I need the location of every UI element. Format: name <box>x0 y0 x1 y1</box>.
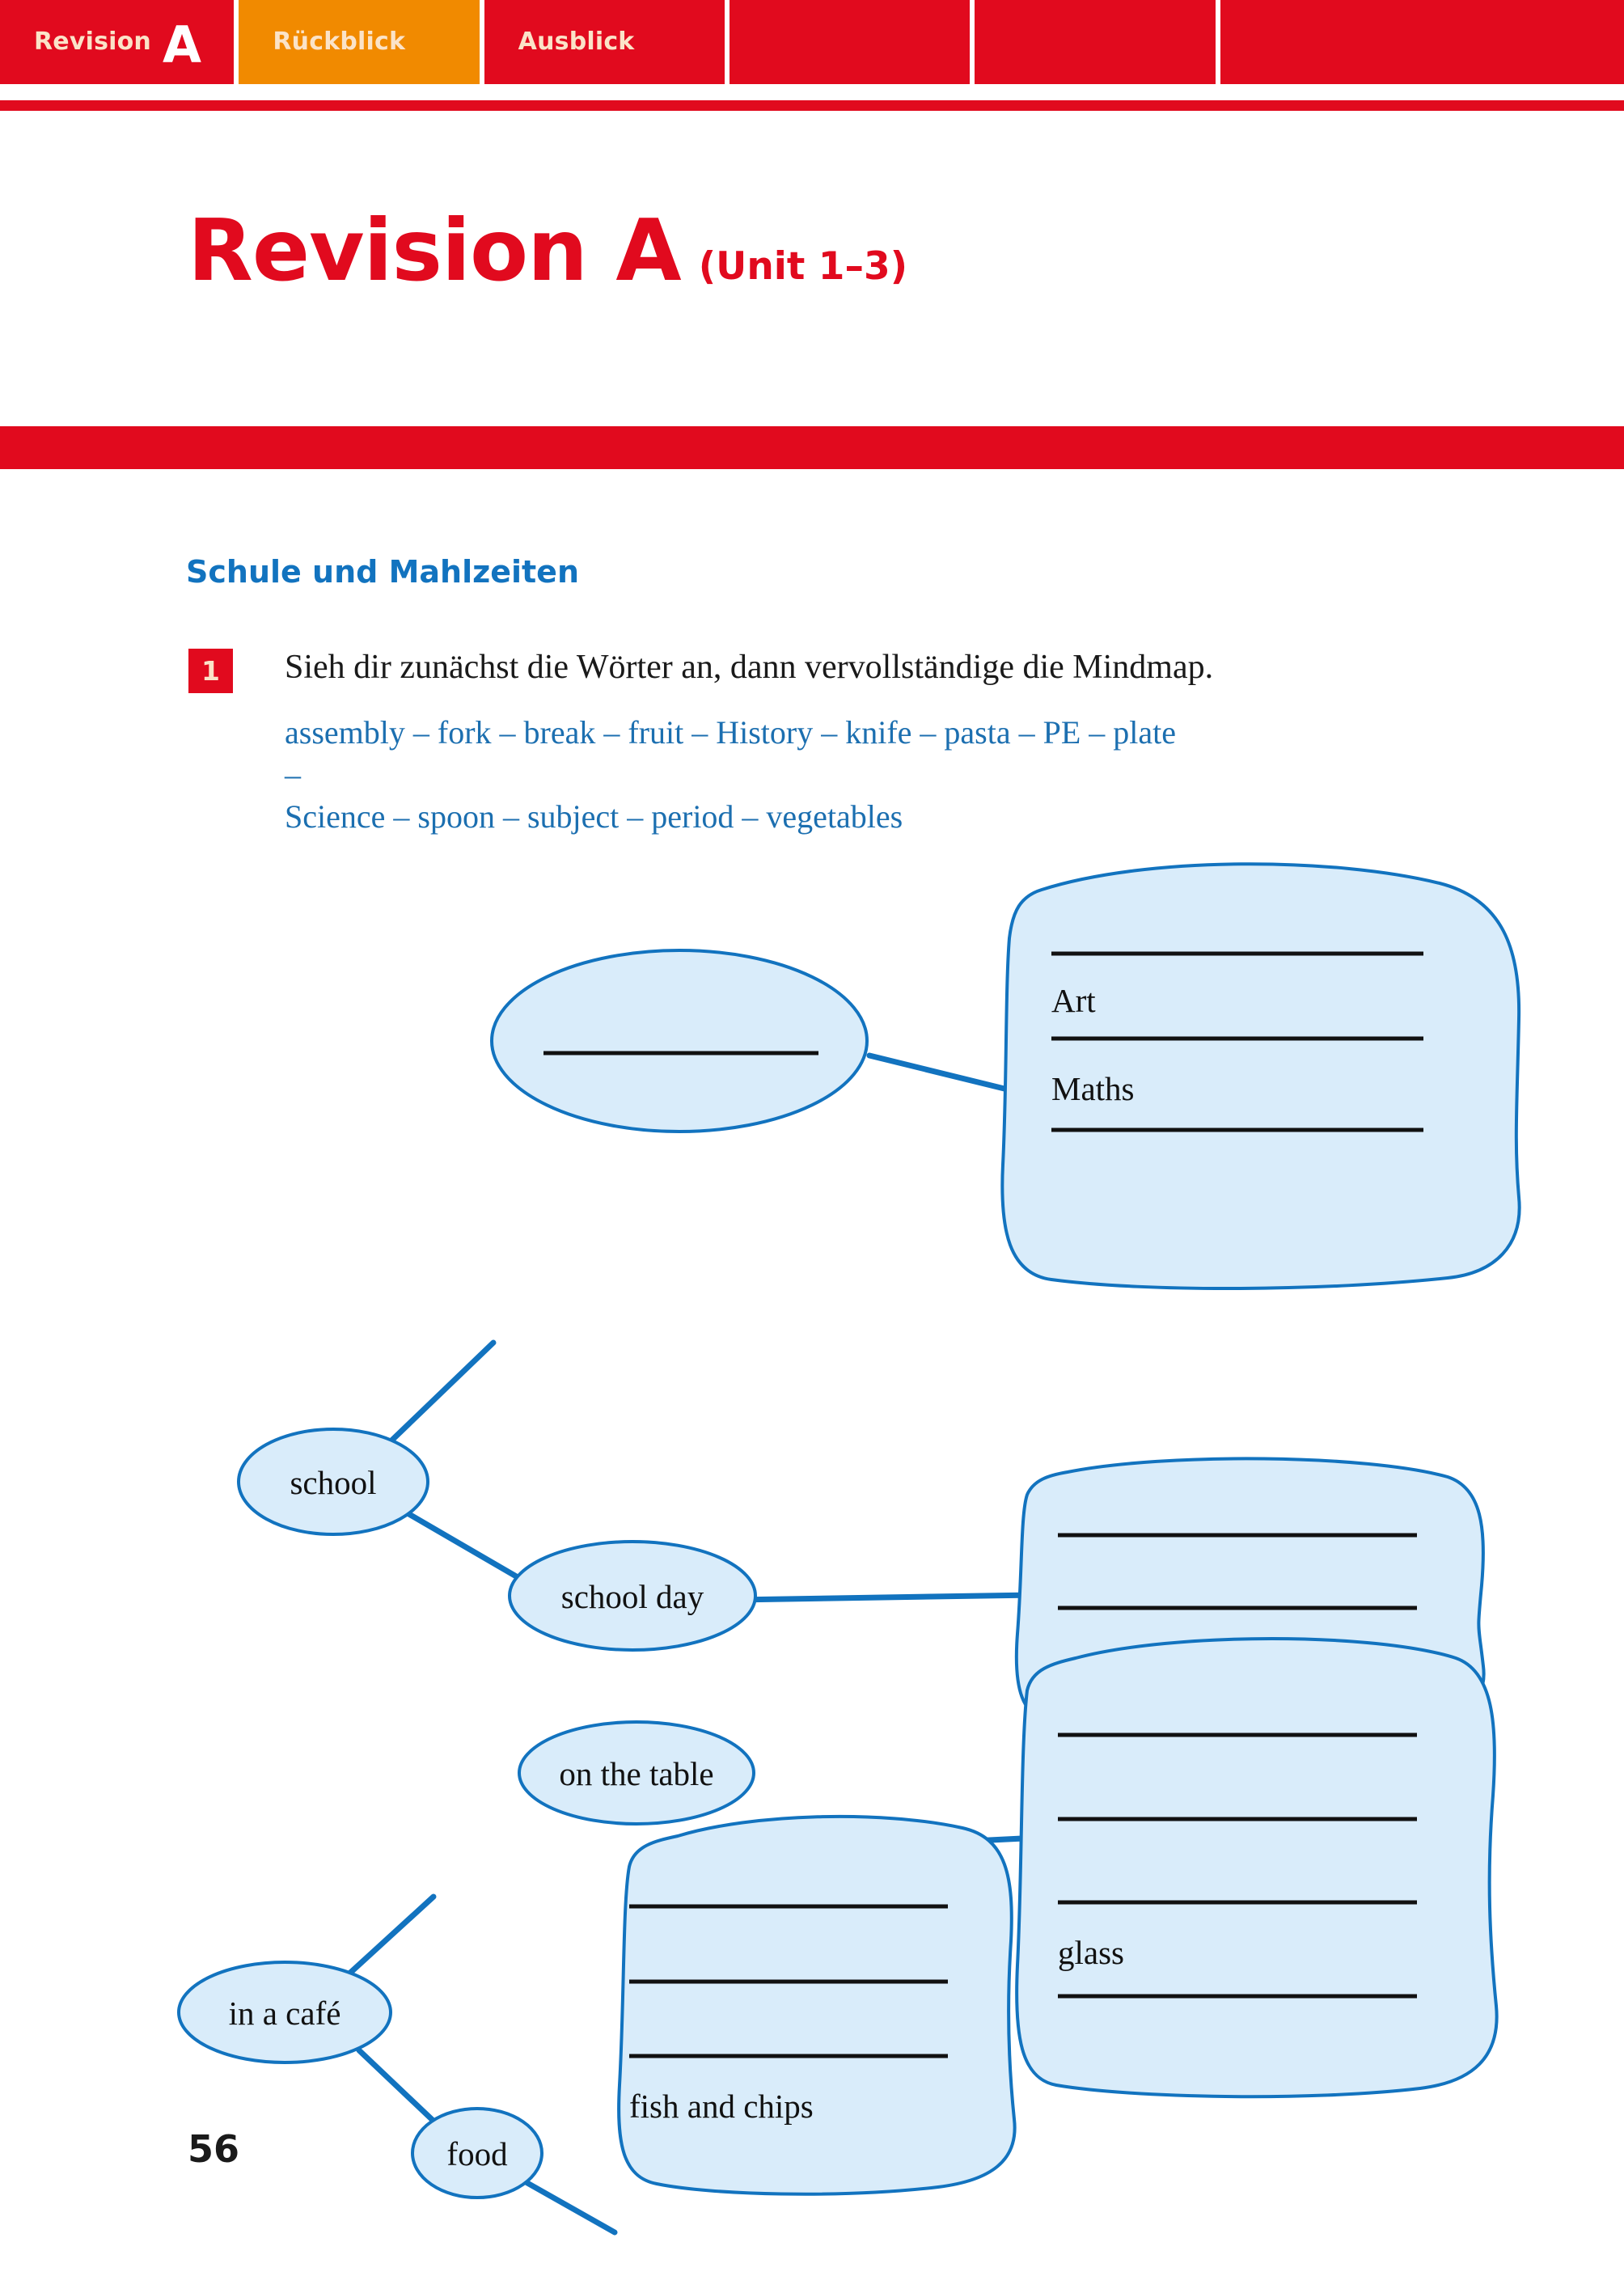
node-in-a-cafe[interactable] <box>179 1962 391 2062</box>
tab-revision-letter: A <box>163 15 202 74</box>
tab-revision[interactable] <box>0 0 234 84</box>
tab-ausblick-label: Ausblick <box>518 27 635 56</box>
tab-revision-label: Revision <box>34 27 151 56</box>
tab-rueckblick-label: Rückblick <box>273 27 406 56</box>
tab-strip <box>0 0 1624 84</box>
page-title-block <box>188 201 908 300</box>
connector-cafe-to-onthetable <box>349 1897 433 1974</box>
node-in-a-cafe-label: in a café <box>228 1995 341 2032</box>
exercise-instruction: Sieh dir zunächst die Wörter an, dann vervollständige die Mindmap. <box>285 649 1214 686</box>
food-entry-fish-and-chips: fish and chips <box>629 2088 814 2125</box>
node-on-the-table[interactable] <box>519 1722 754 1824</box>
connector-food-to-box <box>522 2180 615 2232</box>
node-on-the-table-label: on the table <box>559 1755 714 1792</box>
tab-rueckblick[interactable] <box>239 0 479 84</box>
word-bank-line-1: assembly – fork – break – fruit – History – knife – pasta – PE – plate – <box>285 714 1176 793</box>
tab-blank-2[interactable] <box>975 0 1215 84</box>
connector-subjectsnode-to-box <box>869 1056 1011 1090</box>
node-food[interactable] <box>412 2109 542 2198</box>
header-accent-bar <box>0 100 1624 111</box>
page-number: 56 <box>188 2127 240 2171</box>
food-answer-box[interactable] <box>619 1817 1015 2194</box>
node-subjects-blank[interactable] <box>492 950 867 1132</box>
page-title-unit: (Unit 1–3) <box>698 244 908 289</box>
node-school-label: school <box>290 1464 377 1501</box>
connector-schoolday-to-box <box>736 1595 1031 1600</box>
node-food-label: food <box>446 2135 508 2172</box>
connector-school-to-subjects-node <box>388 1343 493 1444</box>
page-title: Revision A <box>188 201 681 300</box>
subjects-answer-box[interactable] <box>1002 864 1519 1288</box>
connector-school-to-schoolday <box>392 1504 518 1577</box>
subjects-entry-maths: Maths <box>1051 1070 1135 1107</box>
tab-ausblick[interactable] <box>484 0 725 84</box>
section-heading: Schule und Mahlzeiten <box>186 554 580 590</box>
tab-blank-3[interactable] <box>1220 0 1624 84</box>
node-school-day[interactable] <box>510 1542 755 1650</box>
exercise-number-badge: 1 <box>188 649 233 693</box>
on-the-table-answer-box[interactable] <box>1017 1639 1497 2096</box>
word-bank-line-2: Science – spoon – subject – period – vegetables <box>285 798 903 835</box>
subjects-entry-art: Art <box>1051 982 1096 1019</box>
title-divider-bar <box>0 426 1624 469</box>
onthetable-entry-glass: glass <box>1058 1934 1124 1971</box>
tab-blank-1[interactable] <box>730 0 970 84</box>
node-school-day-label: school day <box>560 1578 704 1615</box>
node-school[interactable] <box>239 1429 428 1534</box>
